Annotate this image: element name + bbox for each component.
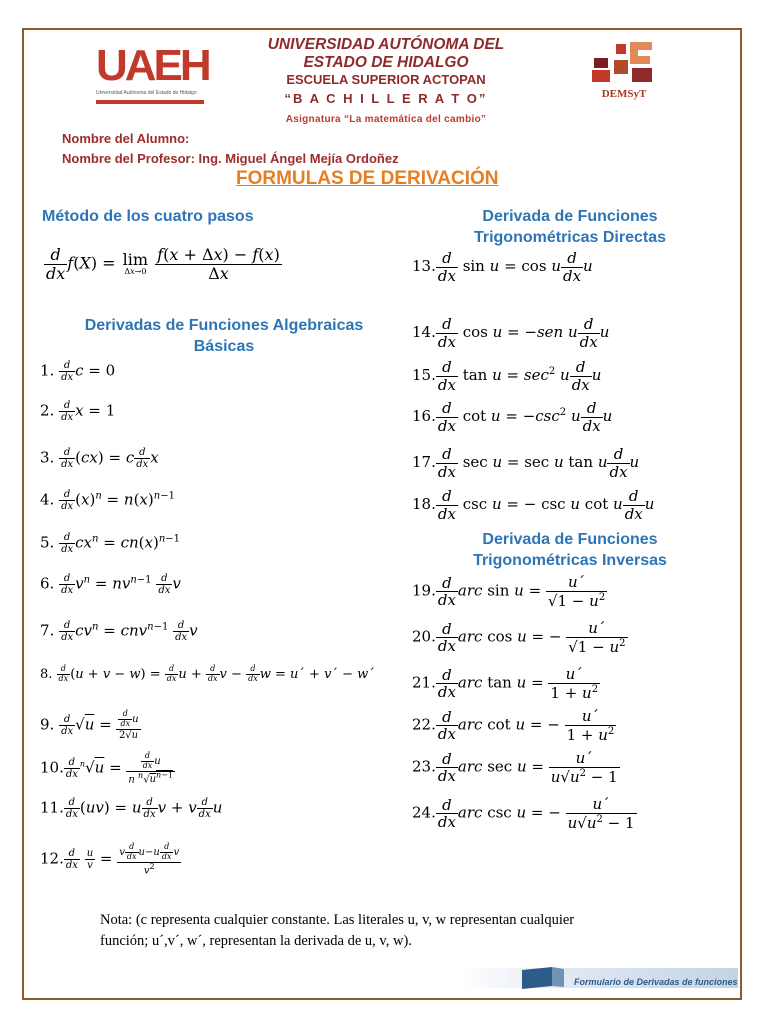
formula-5: 5. $\frac{d}{dx}$ $cx^n = cn(x)^{n-1}$ (40, 532, 181, 555)
formula-number: 15. (412, 366, 436, 384)
formula-number: 11. (40, 798, 64, 817)
heading-algebraic-line-2: Básicas (193, 338, 255, 355)
uaeh-logo (96, 41, 209, 106)
formula-number: 18. (412, 495, 436, 513)
formula-20: 20. $\frac{d}{dx}$ arc cos u = − $\frac{u´}{√1 - u^2}$ (412, 619, 626, 656)
formula-23: 23. $\frac{d}{dx}$ arc sec u = $\frac{u´}{u√u^2 - 1}$ (412, 749, 618, 786)
formula-19: 19. $\frac{d}{dx}$ arc sin u = $\frac{u´}{√1 - u^2}$ (412, 573, 606, 610)
heading-trig-direct (420, 206, 720, 248)
formula-number: 23. (412, 757, 436, 776)
formula-14: 14. $\frac{d}{dx}$ cos u = −sen u $\frac{d}{dx}$ u (412, 315, 610, 351)
formula-number: 8. (40, 666, 53, 682)
footer-text: Formulario de Derivadas de funciones (574, 977, 738, 987)
school-name: ESCUELA SUPERIOR ACTOPAN (286, 72, 486, 87)
formula-number: 21. (412, 673, 436, 692)
heading-trig-inverse-line-2: Trigonométricas Inversas (473, 552, 667, 569)
note-line-1: Nota: (c representa cualquier constante. Las literales u, v, w representan cualquier (100, 912, 575, 928)
formula-24: 24. $\frac{d}{dx}$ arc csc u = − $\frac{u´}{u√u^2 - 1}$ (412, 795, 635, 832)
formula-8: 8. $\frac{d}{dx}$ (u + v − w) = $\frac{d}{dx}$ u + $\frac{d}{dx}$ v − $\frac{d}{dx}$ w = u´ + v´ − w´ (40, 664, 375, 683)
formula-16: 16. $\frac{d}{dx}$ $\cot u = -\csc^2$ u $\frac{d}{dx}$ u (412, 399, 613, 435)
formula-1: 1. $\frac{d}{dx}$ c = 0 (40, 360, 116, 383)
heading-algebraic (56, 315, 392, 357)
formula-6: 6. $\frac{d}{dx}$ $v^n = nv^{n-1}$ $\frac{d}{dx}$ v (40, 573, 181, 596)
formula-11: 11. $\frac{d}{dx}$ (uv) = u $\frac{d}{dx}$ v + v $\frac{d}{dx}$ u (40, 797, 223, 820)
heading-trig-inverse (420, 529, 720, 571)
formula-22: 22. $\frac{d}{dx}$ arc cot u = − $\frac{u´}{1 + u^2}$ (412, 707, 615, 744)
heading-four-steps: Método de los cuatro pasos (42, 208, 254, 225)
note (100, 910, 660, 952)
formula-15: 15. $\frac{d}{dx}$ $\tan u = \sec^2 u$ $\frac{d}{dx}$ u (412, 358, 602, 394)
formula-number: 22. (412, 715, 436, 734)
subject: Asignatura “La matemática del cambio” (285, 114, 487, 125)
university-name (200, 36, 572, 72)
formula-number: 10. (40, 758, 64, 777)
demsyt-logo (586, 38, 662, 104)
formula-number: 19. (412, 581, 436, 600)
formula-number: 7. (40, 621, 55, 640)
formula-number: 2. (40, 401, 55, 420)
formula-number: 12. (40, 849, 64, 868)
formula-number: 20. (412, 627, 436, 646)
heading-algebraic-line-1: Derivadas de Funciones Algebraicas (84, 317, 364, 334)
uaeh-logo-subtitle: Universidad Autónoma del Estado de Hidalgo (96, 90, 197, 96)
formula-number: 1. (40, 361, 55, 380)
formula-number: 9. (40, 715, 55, 734)
level-name: “B A C H I L L E R A T O” (284, 91, 488, 106)
university-line-1: UNIVERSIDAD AUTÓNOMA DEL (267, 36, 505, 53)
formula-10: 10. $\frac{d}{dx}$ $^n$√u = $\frac{d}{dx}$ u n $^n√u^{n-1}$ (40, 751, 173, 785)
formula-9: 9. $\frac{d}{dx}$ √u = $\frac{d}{dx}$ u 2√u (40, 709, 139, 741)
formula-number: 4. (40, 490, 55, 509)
formula-12: 12. $\frac{d}{dx}$ $\frac{u}{v}$ = v $\frac{d}{dx}$ u−u $\frac{d}{dx}$ v $v^2$ (40, 842, 180, 876)
formula-number: 13. (412, 257, 436, 275)
formula-7: 7. $\frac{d}{dx}$ $cv^n = cnv^{n-1}$ $\frac{d}{dx}$ v (40, 620, 198, 643)
formula-21: 21. $\frac{d}{dx}$ arc tan u = $\frac{u´}{1 + u^2}$ (412, 665, 599, 702)
note-line-2: función; u´,v´, w´, representan la derivada de u, v, w). (100, 933, 412, 949)
formula-number: 17. (412, 453, 436, 471)
heading-trig-inverse-line-1: Derivada de Funciones (482, 531, 658, 548)
formula-4: 4. $\frac{d}{dx}$ $(x)^n = n(x)^{n-1}$ (40, 489, 175, 512)
formula-17: 17. $\frac{d}{dx}$ sec u = sec u tan u $\frac{d}{dx}$ u (412, 445, 640, 481)
heading-trig-direct-line-1: Derivada de Funciones (482, 208, 658, 225)
university-line-2: ESTADO DE HIDALGO (303, 54, 469, 71)
teacher-label: Nombre del Profesor: Ing. Miguel Ángel Mejía Ordoñez (62, 151, 399, 166)
uaeh-logo-letters: UAEH (96, 41, 209, 90)
formula-number: 3. (40, 448, 55, 467)
heading-trig-direct-line-2: Trigonométricas Directas (473, 229, 667, 246)
formula-3: 3. $\frac{d}{dx}$ (cx) = c $\frac{d}{dx}$ x (40, 447, 159, 470)
formula-number: 16. (412, 407, 436, 425)
formula-number: 24. (412, 803, 436, 822)
demsyt-logo-text: DEMSyT (601, 88, 647, 100)
formula-four-steps: $\frac{d}{dx}$ f(X) = lim Δx→0 $\frac{f(x + \Delta x) - f(x)}{\Delta x}$ (46, 245, 280, 283)
student-label: Nombre del Alumno: (62, 131, 190, 146)
formula-number: 14. (412, 323, 436, 341)
formula-number: 5. (40, 533, 55, 552)
formula-13: 13. $\frac{d}{dx}$ sin u = cos u $\frac{d}{dx}$ u (412, 249, 593, 285)
formula-2: 2. $\frac{d}{dx}$ x = 1 (40, 400, 116, 423)
page-title: FORMULAS DE DERIVACIÓN (236, 168, 499, 189)
formula-number: 6. (40, 574, 55, 593)
formula-18: 18. $\frac{d}{dx}$ csc u = − csc u cot u $\frac{d}{dx}$ u (412, 487, 655, 523)
